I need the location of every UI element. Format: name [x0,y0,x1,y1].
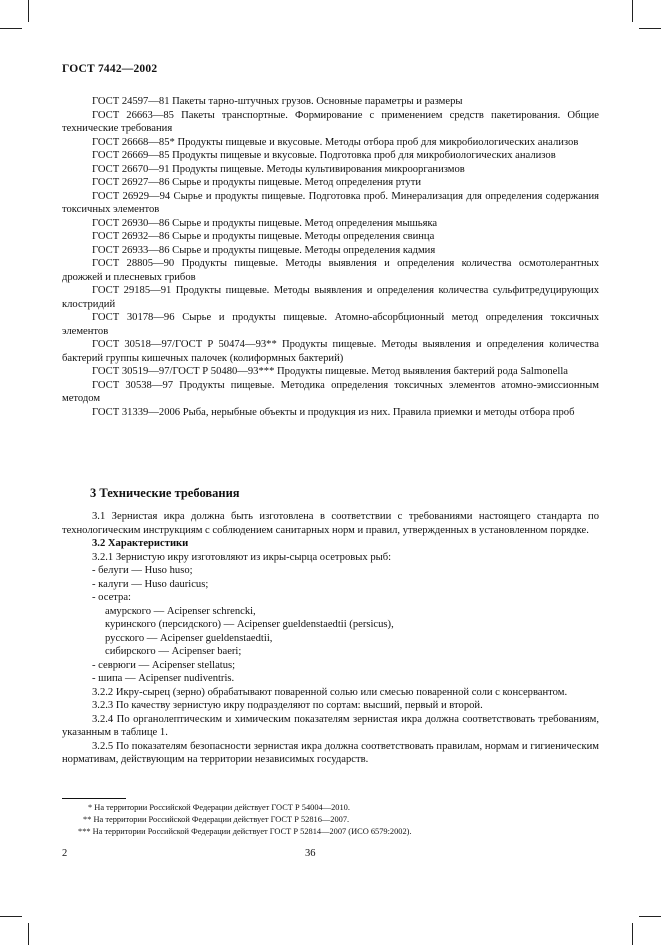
reference-item: ГОСТ 24597—81 Пакеты тарно-штучных грузов. Основные параметры и размеры [92,96,463,107]
reference-item: ГОСТ 26927—86 Сырье и продукты пищевые. Метод определения ртути [92,177,422,188]
crop-mark [28,0,29,22]
list-item: - осетра: [92,592,131,603]
reference-item: ГОСТ 30518—97/ГОСТ Р 50474—93** Продукты пищевые. Методы выявления и определения количества бактерий группы кишечных палочек (колиформных бактерий) [62,339,599,364]
footnotes [62,802,412,839]
reference-item: ГОСТ 26932—86 Сырье и продукты пищевые. Методы определения свинца [92,231,435,242]
footnote-divider [62,798,126,799]
reference-item: ГОСТ 30519—97/ГОСТ Р 50480—93*** Продукты пищевые. Метод выявления бактерий рода Salmonella [92,366,568,377]
reference-item: ГОСТ 26663—85 Пакеты транспортные. Формирование с применением средств пакетирования. Общие технические требования [62,109,599,134]
list-subitem: сибирского — Acipenser baeri; [105,646,242,657]
paragraph-3-2-3: 3.2.3 По качеству зернистую икру подразделяют по сортам: высший, первый и второй. [92,700,483,711]
footnote: *** На территории Российской Федерации действует ГОСТ Р 52814—2007 (ИСО 6579:2002). [78,827,412,837]
footnote: ** На территории Российской Федерации действует ГОСТ Р 52816—2007. [83,815,350,825]
reference-item: ГОСТ 26930—86 Сырье и продукты пищевые. Метод определения мышьяка [92,217,438,229]
reference-item: ГОСТ 29185—91 Продукты пищевые. Методы выявления и определения количества сульфитредуцирующих клостридий [62,285,599,310]
list-subitem: русского — Acipenser gueldenstaedtii, [105,632,273,644]
page-number-left: 2 [62,848,68,859]
list-item: - белуги — Huso huso; [92,565,193,576]
crop-mark [632,923,633,945]
list-item: - севрюги — Acipenser stellatus; [92,659,236,671]
reference-item: ГОСТ 30538—97 Продукты пищевые. Методика определения токсичных элементов атомно-эмиссионным методом [62,379,599,404]
list-item: - калуги — Huso dauricus; [92,578,209,590]
crop-mark [639,916,661,917]
reference-item: ГОСТ 28805—90 Продукты пищевые. Методы выявления и определения количества осмотолерантных дрожжей и плесневых грибов [62,258,599,283]
crop-mark [28,923,29,945]
reference-item: ГОСТ 26668—85* Продукты пищевые и вкусовые. Методы отбора проб для микробиологических анализов [92,136,579,148]
reference-item: ГОСТ 26929—94 Сырье и продукты пищевые. Подготовка проб. Минерализация для определения содержания токсичных элементов [62,190,599,215]
list-subitem: куринского (персидского) — Acipenser gueldenstaedtii (persicus), [105,619,394,630]
crop-mark [0,28,22,29]
document-header: ГОСТ 7442—2002 [62,63,158,75]
section-body [62,510,599,767]
reference-item: ГОСТ 31339—2006 Рыба, нерыбные объекты и продукция из них. Правила приемки и методы отбора проб [92,406,575,418]
list-subitem: амурского — Acipenser schrencki, [105,605,256,617]
subsection-heading: 3.2 Характеристики [92,538,189,549]
crop-mark [0,916,22,917]
normative-references [62,95,599,419]
reference-item: ГОСТ 30178—96 Сырье и продукты пищевые. Атомно-абсорбционный метод определения токсичных элементов [62,312,599,337]
paragraph-3-2-1: 3.2.1 Зернистую икру изготовляют из икры-сырца осетровых рыб: [92,551,392,563]
reference-item: ГОСТ 26669—85 Продукты пищевые и вкусовые. Подготовка проб для микробиологических анализов [92,150,556,161]
reference-item: ГОСТ 26670—91 Продукты пищевые. Методы культивирования микроорганизмов [92,163,465,175]
reference-item: ГОСТ 26933—86 Сырье и продукты пищевые. Методы определения кадмия [92,244,436,256]
crop-mark [632,0,633,22]
page-number-center: 36 [305,848,316,859]
list-item: - шипа — Acipenser nudiventris. [92,673,235,684]
section-title: 3 Технические требования [90,486,240,500]
paragraph-3-2-4: 3.2.4 По органолептическим и химическим показателям зернистая икра должна соответствовать требованиям, указанным в таблице 1. [62,713,599,738]
paragraph-3-2-5: 3.2.5 По показателям безопасности зернистая икра должна соответствовать правилам, нормам и гигиеническим нормативам, действующим на территории независимых государств. [62,740,599,765]
footnote: * На территории Российской Федерации действует ГОСТ Р 54004—2010. [88,803,350,812]
paragraph-3-1: 3.1 Зернистая икра должна быть изготовлена в соответствии с требованиями настоящего стандарта по технологическим инструкциям с соблюдением санитарных норм и правил, утвержденных в установленном порядке. [62,511,599,536]
paragraph-3-2-2: 3.2.2 Икру-сырец (зерно) обрабатывают поваренной солью или смесью поваренной соли с консервантом. [92,686,568,698]
crop-mark [639,28,661,29]
